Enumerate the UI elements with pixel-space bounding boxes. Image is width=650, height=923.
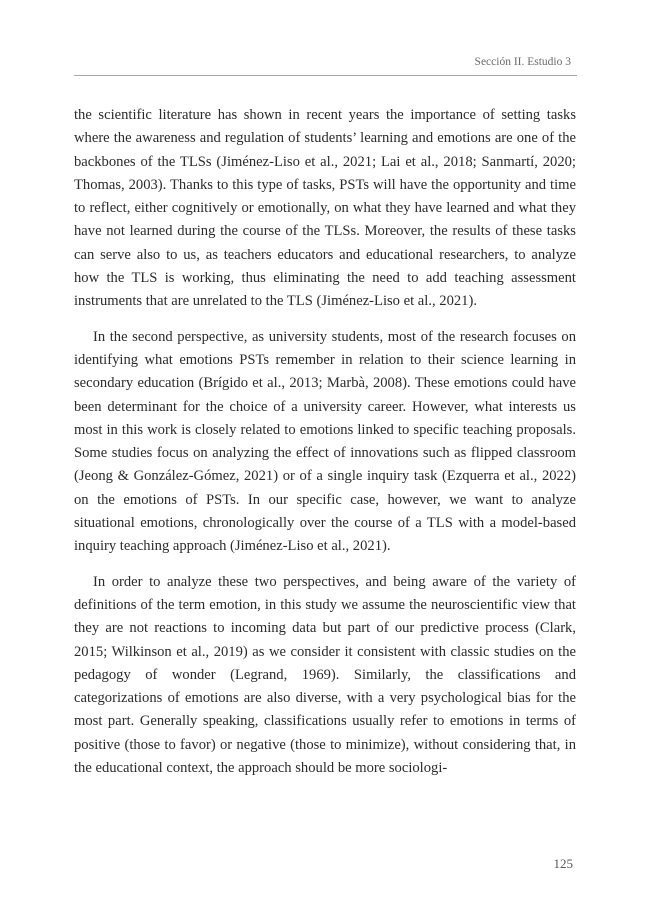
paragraph-continued: the scientific literature has shown in recent years the importance of setting tasks where the awareness and regulation of students’ learning and emotions are one of the backbones of the TLSs (Jiménez-Liso et al., 2021; Lai et al., 2018; Sanmartí, 2020; Thomas, 2003). Thanks to this type of tasks, PSTs will have the opportunity and time to reflect, either cognitively or emotionally, on what they have learned and what they have not learned during the course of the TLSs. Moreover, the results of these tasks can serve also to us, as teachers educators and educational researchers, to analyze how the TLS is working, thus eliminating the need to add teaching assessment instruments that are unrelated to the TLS (Jiménez-Liso et al., 2021). — [74, 107, 576, 310]
paragraph-second-perspective: In the second perspective, as university students, most of the research focuses on identifying what emotions PSTs remember in relation to their science learning in secondary education (Brígido et al., 2013; Marbà, 2008). These emotions could have been determinant for the choice of a university career. However, what interests us most in this work is closely related to emotions linked to specific teaching proposals. Some studies focus on analyzing the effect of innovations such as flipped classroom (Jeong & González-Gómez, 2021) or of a single inquiry task (Ezquerra et al., 2022) on the emotions of PSTs. In our specific case, however, we want to analyze situational emotions, chronologically over the course of a TLS with a model-based inquiry teaching approach (Jiménez-Liso et al., 2021). — [74, 328, 576, 555]
main-text — [74, 104, 576, 792]
header-divider — [74, 75, 577, 76]
page-number: 125 — [553, 856, 573, 871]
paragraph-emotion-definitions: In order to analyze these two perspectives, and being aware of the variety of definitions of the term emotion, in this study we assume the neuroscientific view that they are not reactions to incoming data but part of our predictive process (Clark, 2015; Wilkinson et al., 2019) as we consider it consistent with classic studies on the pedagogy of wonder (Legrand, 1969). Similarly, the classifications and categorizations of emotions are also diverse, with a very psychological bias for the most part. Generally speaking, classifications usually refer to emotions in terms of positive (those to favor) or negative (those to minimize), without considering that, in the educational context, the approach should be more sociologi- — [74, 573, 576, 777]
running-header: Sección II. Estudio 3 — [474, 56, 571, 68]
